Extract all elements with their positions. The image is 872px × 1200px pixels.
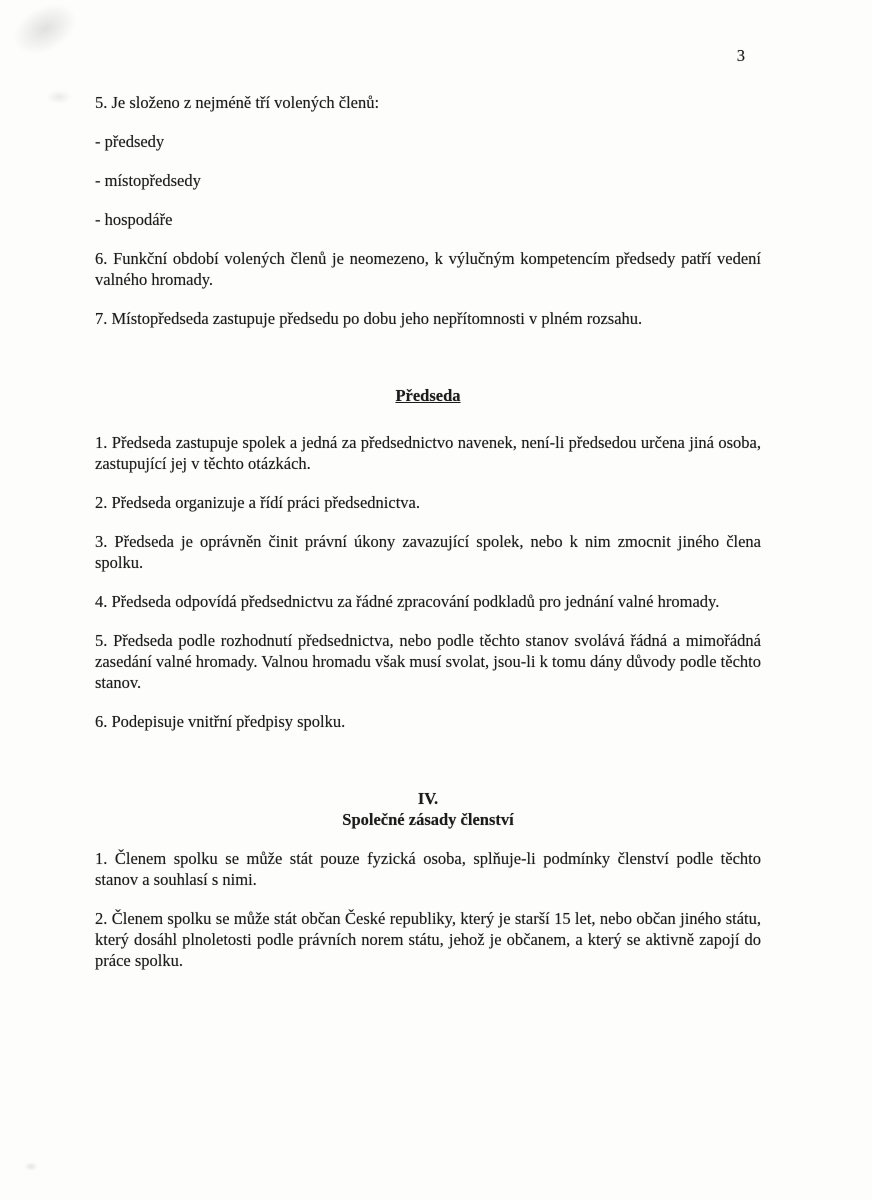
document-content [95,0,761,989]
paragraph-vice-chairman-duty: 7. Místopředseda zastupuje předsedu po dobu jeho nepřítomnosti v plném rozsahu. [95,309,643,328]
section-heading-chairman: Předseda [395,386,461,405]
list-item-role-chairman: - předsedy [95,132,165,151]
scan-smudge [3,0,86,66]
page-number: 3 [736,46,745,65]
paragraph-chairman-4: 4. Předseda odpovídá předsednictvu za řádné zpracování podkladů pro jednání valné hromady. [95,592,720,611]
paragraph-board-composition: 5. Je složeno z nejméně tří volených členů: [95,93,380,112]
scan-smudge [46,90,72,104]
paragraph-membership-2: 2. Členem spolku se může stát občan České republiky, který je starší 15 let, nebo občan jiného státu, který dosáhl plnoletosti podle právních norem státu, jehož je občanem, a který se aktivně zapojí do práce spolku. [95,909,761,970]
section-heading-membership [95,788,761,830]
paragraph-chairman-1: 1. Předseda zastupuje spolek a jedná za předsednictvo navenek, není-li předsedou určena jiná osoba, zastupující jej v těchto otázkách. [95,433,761,473]
section-number: IV. [417,789,439,808]
paragraph-membership-1: 1. Členem spolku se může stát pouze fyzická osoba, splňuje-li podmínky členství podle těchto stanov a souhlasí s nimi. [95,849,761,889]
list-item-role-treasurer: - hospodáře [95,210,173,229]
scan-speck [24,1162,38,1171]
list-item-role-vice-chairman: - místopředsedy [95,171,201,190]
paragraph-chairman-3: 3. Předseda je oprávněn činit právní úkony zavazující spolek, nebo k nim zmocnit jiného člena spolku. [95,532,761,572]
paragraph-chairman-2: 2. Předseda organizuje a řídí práci předsednictva. [95,493,420,512]
paragraph-chairman-6: 6. Podepisuje vnitřní předpisy spolku. [95,712,346,731]
section-title: Společné zásady členství [342,810,514,829]
paragraph-board-term: 6. Funkční období volených členů je neomezeno, k výlučným kompetencím předsedy patří vedení valného hromady. [95,249,761,289]
paragraph-chairman-5: 5. Předseda podle rozhodnutí předsednictva, nebo podle těchto stanov svolává řádná a mimořádná zasedání valné hromady. Valnou hromadu však musí svolat, jsou-li k tomu dány důvody podle těchto stanov. [95,631,761,692]
